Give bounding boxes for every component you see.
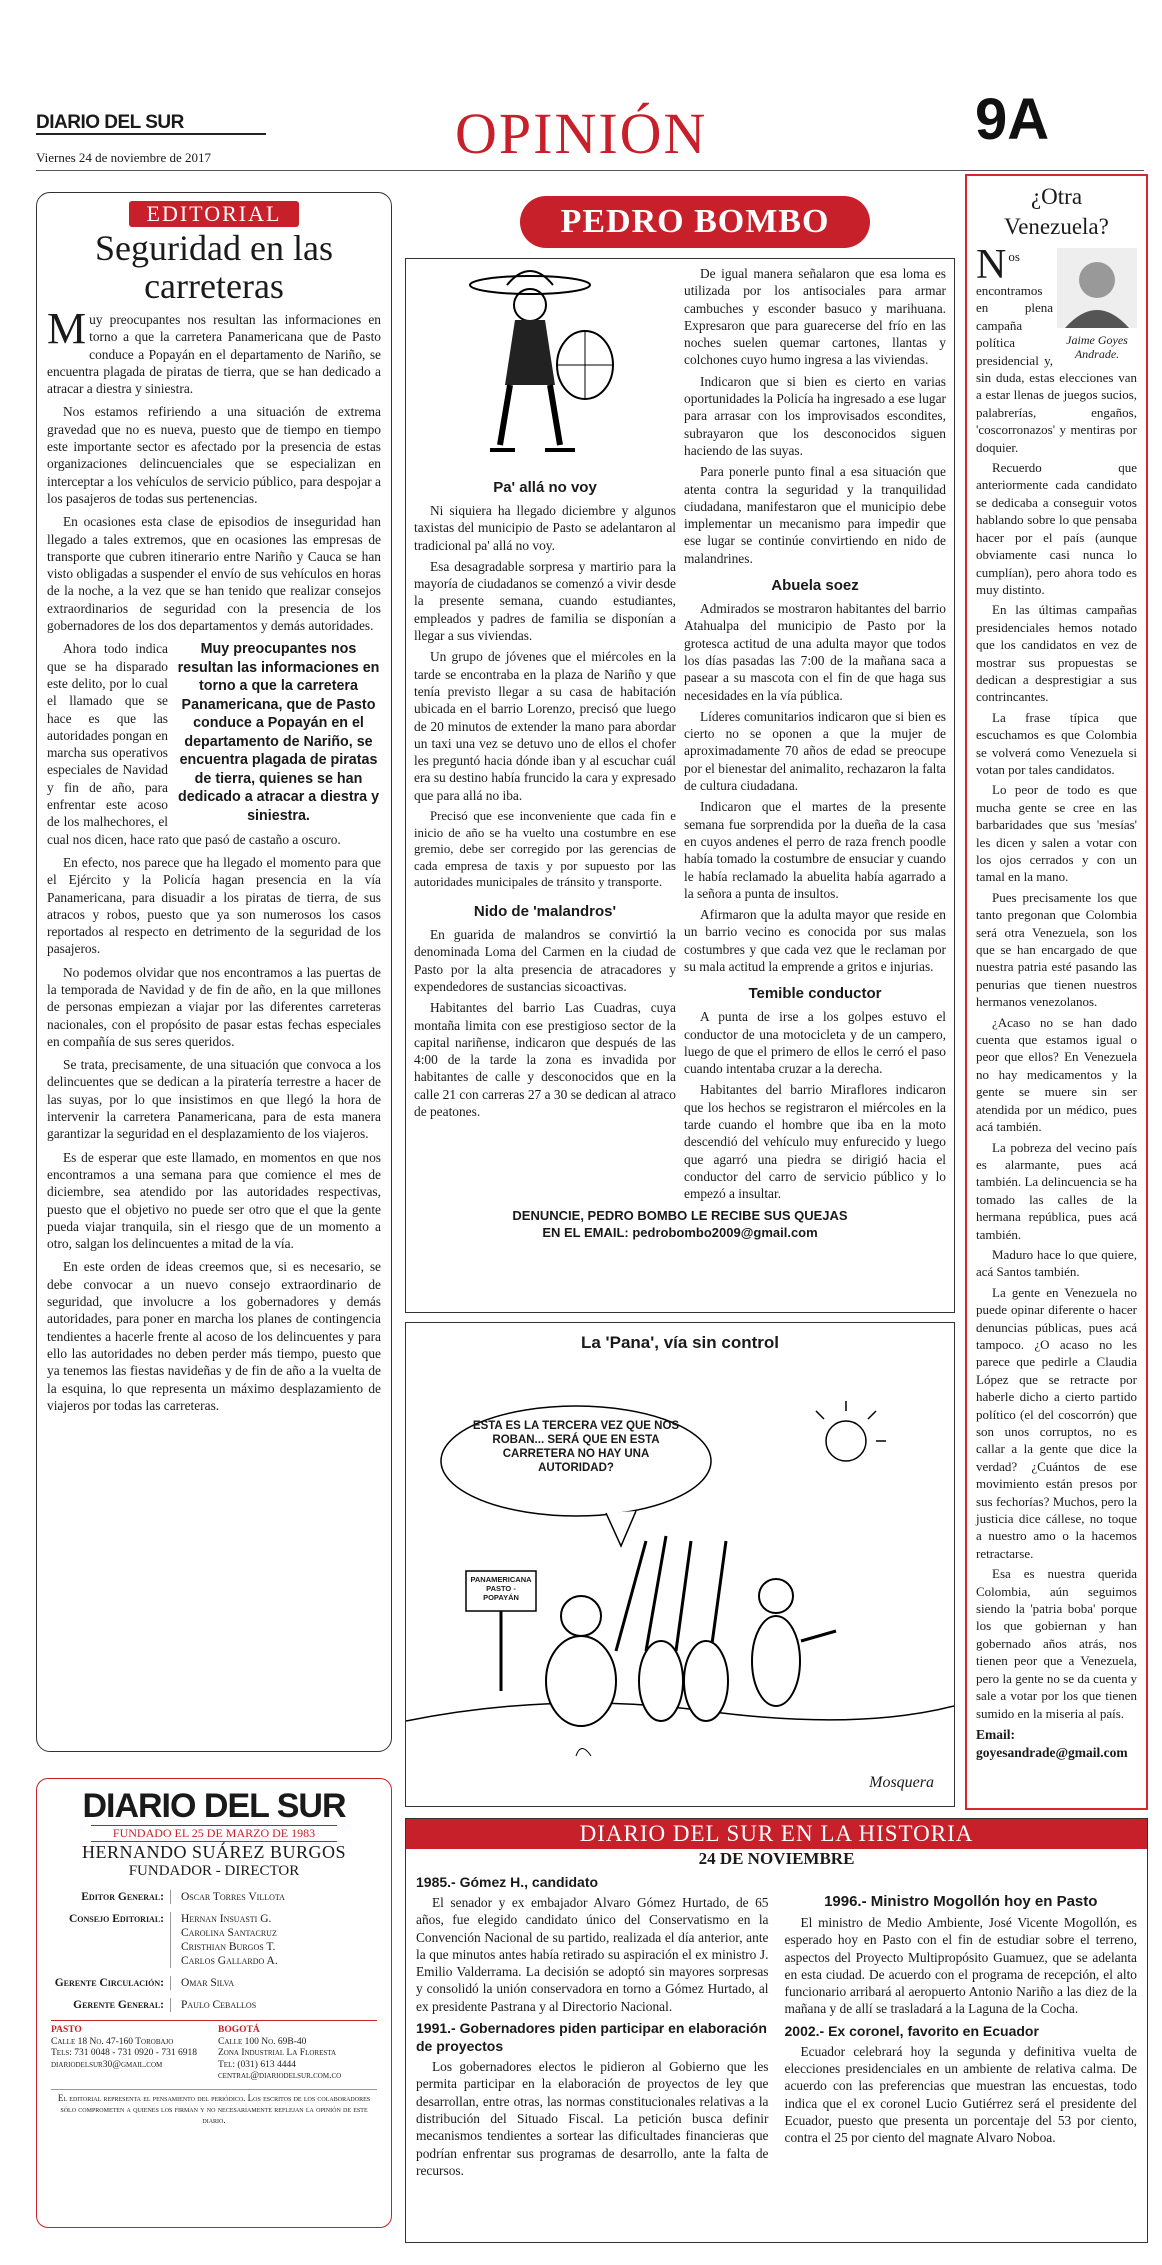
opinion-paragraph-4: La frase típica que escuchamos es que Colombia se volverá como Venezuela si votan por tales candidatos. <box>976 709 1137 777</box>
editorial-column <box>36 192 392 1752</box>
page-number: 9A <box>975 87 1050 152</box>
editorial-label: EDITORIAL <box>129 201 300 227</box>
bombo-article-4-p1: A punta de irse a los golpes estuvo el conductor de una motocicleta y de un campero, luego de que el primero de ellos le cerró el paso cuando intentaba cruzar a la derecha. <box>684 1009 946 1077</box>
editorial-paragraph-3: En ocasiones esta clase de episodios de inseguridad han llegado a tales extremos, que en ocasiones las empresas de transporte que cubren itinerario entre Nariño y Cauca se han visto obligadas a suspender el envío de sus vehículos en horas de la noche, a la vez que se han tenido que realizar consejos extraordinarios de seguridad con la presencia de los gobernadores de los dos departamentos y demás autoridades. <box>47 514 381 634</box>
history-box <box>405 1818 1148 2243</box>
history-entry-3-text: El ministro de Medio Ambiente, José Vicente Mogollón, es esperado hoy en Pasto con el fin de estudiar sobre el terreno, aspectos del Proyecto Multipropósito Guamuez, que se adelanta en esta ciudad. De acuerdo con el programa de recepción, el alto funcionario arribará al aeropuerto Antonio Nariño a las diez de la mañana y de allí se trasladará a la Laguna de la Cocha. <box>784 1915 1137 2017</box>
bombo-article-1-p2: Esa desagradable sorpresa y martirio para la mayoría de ciudadanos se comenzó a vivir desde la presente semana, cuando estudiantes, empleados y padres de familia se disponían a llegar a sus viviendas. <box>414 558 676 644</box>
author-name: Jaime Goyes Andrade. <box>1066 333 1128 361</box>
bombo-heading-4: Temible conductor <box>748 985 882 1003</box>
editorial-paragraph-6: No podemos olvidar que nos encontramos a las puertas de la temporada de Navidad y de fin de año, en la que millones de personas empiezan a viajar por las diferentes carreteras nacionales, con el propósito de pasar estas fechas especiales en compañía de sus seres queridos. <box>47 964 381 1049</box>
opinion-paragraph-7: ¿Acaso no se han dado cuenta que estamos igual o peor que ellos? En Venezuela no hay medicamentos y la gente se muere sin ser atendida por un médico, pues acá también. <box>976 1014 1137 1135</box>
drummer-illustration <box>445 265 645 475</box>
history-entry-4-text: Ecuador celebrará hoy la segunda y definitiva vuelta de elecciones presidenciales en un ambiente de relativa calma. De acuerdo con las preferencias que muestran las encuestas, todo indica que el ex coronel Lucio Gutiérrez será el presidente del Ecuador, puesto que presenta un porcentaje del 53 por ciento, contra el 25 por ciento del magnate Alvaro Noboa. <box>784 2043 1137 2146</box>
history-entry-4-heading: 2002.- Ex coronel, favorito en Ecuador <box>784 2022 1039 2039</box>
staff-role: Editor General: <box>51 1890 171 1904</box>
bombo-article-2-p2: Habitantes del barrio Las Cuadras, cuya montaña limita con ese prestigioso sector de la capital nariñense, indicaron que después de las 4:00 de la tarde la zona es invadida por habitantes de calle y desconocidos que en la calle 21 con carreras 27 a 30 se dedican al atraco de peatones. <box>414 1000 676 1119</box>
masthead-founded: FUNDADO EL 25 DE MARZO DE 1983 <box>91 1825 337 1842</box>
staff-name: Paulo Ceballos <box>181 1999 257 2011</box>
editorial-dropcap: M <box>47 304 87 353</box>
masthead-founder-role: FUNDADOR - DIRECTOR <box>128 1863 300 1879</box>
bogota-address: Calle 100 No. 69B-40 Zona Industrial La Floresta Tel: (031) 613 4444 central@diariodelsur.com.co <box>218 2036 342 2081</box>
bombo-article-2-p1: En guarida de malandros se convirtió la denominada Loma del Carmen en la ciudad de Pasto por la alta presencia de atracadores y expendedores de sustancias sicoactivas. <box>414 927 676 994</box>
bombo-article-4-p2: Habitantes del barrio Miraflores indicaron que los hechos se registraron el miércoles en la tarde cuando el hombre que iba en la moto descendió del vehículo muy enfurecido y luego que agarró una piedra se dirigió hacia el conductor del carro de servicio público y lo empezó a insultar. <box>684 1082 946 1202</box>
bogota-label: BOGOTÁ <box>218 2025 260 2035</box>
pasto-address: Calle 18 No. 47-160 Torobajo Tels: 731 0048 - 731 0920 - 731 6918 diariodelsur30@gmail.com <box>51 2036 197 2070</box>
opinion-paragraph-2: Recuerdo que anteriormente cada candidato se dedicaba a conseguir votos hablando sobre lo que pensaba hacer por el país (aunque obviamente casi nunca lo cumplían), pero ahora todo es muy distinto. <box>976 460 1137 597</box>
staff-role: Gerente General: <box>51 1998 171 2012</box>
editorial-paragraph-5: En efecto, nos parece que ha llegado el momento para que el Ejército y la Policía hagan presencia en la vía Panamericana, para disuadir a los piratas de tierra, de sus atracos y robos, puesto que ya son numerosos los casos reportados al respecto en detrimento de la seguridad de los pasajeros. <box>47 854 381 957</box>
masthead-staff-row <box>51 1998 377 2012</box>
history-date: 24 DE NOVIEMBRE <box>698 1849 855 1868</box>
opinion-paragraph-11: Esa es nuestra querida Colombia, aún seguimos siendo la 'patria boba' porque los que gobiernan y han gobernado años atrás, nos tienen peor que a Venezuela, pero la gente no se da cuenta y sale a votar por los que tienen sumido en la miseria al país. <box>976 1566 1137 1721</box>
editorial-paragraph-4: Ahora todo indica que se ha disparado este delito, por lo cual el llamado que se hace es que las autoridades pongan en marcha sus operativos especiales de Navidad y fin de año, para enfrentar este acoso de los malhechores, el cual nos dicen, hace rato que pasó de castaño a oscuro. <box>47 641 341 847</box>
cartoon-speech-bubble: ESTA ES LA TERCERA VEZ QUE NOS ROBAN... SERÁ QUE EN ESTA CARRETERA NO HAY UNA AUTORIDAD? <box>472 1420 680 1474</box>
editorial-title: Seguridad en las carreteras <box>95 228 333 306</box>
bombo-heading-3: Abuela soez <box>771 577 859 595</box>
history-entry-2-text: Los gobernadores electos le pidieron al Gobierno que les permita participar en la elaboración de proyectos de ley que desarrollan, entre otras, las normas constitucionales relativas a la distribución del Situado Fiscal. La petición busca definir mecanismos tendientes a sortear las dificultades financieras que podrían enfrentar sus programas de desarrollo, ante la falta de recursos. <box>416 2059 769 2178</box>
bogota-address-block <box>218 2025 377 2083</box>
opinion-paragraph-9: Maduro hace lo que quiere, acá Santos también. <box>976 1246 1137 1280</box>
bombo-article-3-p3: Indicaron que el martes de la presente semana fue sorprendida por la dueña de la casa en cuyos andenes el perro de raza french poodle había tomado la costumbre de ensuciar y cuando le había reclamado la abuelita había agarrado a la señora a punta de insultos. <box>684 799 946 901</box>
opinion-dropcap: N <box>976 242 1007 288</box>
masthead-staff-row <box>51 1976 377 1990</box>
editorial-paragraph-8: Es de esperar que este llamado, en momentos en que nos encontramos a una semana para que comience el mes de diciembre, sea atendido por las autoridades respectivas, puesto que el objetivo no puede ser otro que el que la gente pueda viajar tranquila, sin el riesgo que de un momento a otro, salgan los delincuentes a mitad de la vía. <box>47 1149 381 1252</box>
opinion-paragraph-3: En las últimas campañas presidenciales hemos notado que los candidatos en vez de mostrar sus propuestas se dedican a desprestigiar a sus contrincantes. <box>976 602 1137 705</box>
bombo-article-1-p1: Ni siquiera ha llegado diciembre y algunos taxistas del municipio de Pasto se adelantaron al tradicional pa' allá no voy. <box>414 503 676 553</box>
editorial-pullquote: Muy preocupantes nos resultan las informaciones en torno a que la carretera Panamericana, que de Pasto conduce a Popayán en el departamento de Nariño, se encuentra plagada de piratas de tierra, quienes se han dedicado a atracar a diestra y siniestra. <box>177 641 380 824</box>
editorial-paragraph-9: En este orden de ideas creemos que, si es necesario, se debe convocar a un nuevo consejo extraordinario de seguridad, que involucre a los gobernadores y demás autoridades, para poner en marcha los planes de contingencia tendientes a hacerle frente al acoso de los delincuentes y para ello las autoridades no deben perder más tiempo, puesto que ya tenemos las fiestas navideñas y de fin de año a la vuelta de la esquina, lo que representa un máximo desplazamiento de viajeros por todas las carreteras. <box>47 1259 381 1413</box>
masthead-staff-list <box>51 1890 377 2012</box>
bombo-article-3-p4: Afirmaron que la adulta mayor que reside en un barrio vecino es conocida por sus malas costumbres y que cada vez que le reclaman por su mala actitud la emprende a gritos e injurias. <box>684 907 946 974</box>
staff-role: Consejo Editorial: <box>51 1912 171 1968</box>
history-entry-1-text: El senador y ex embajador Alvaro Gómez Hurtado, de 65 años, fue elegido candidato único del Conservatismo en la Convención Nacional de su partido, realizada el día anterior, ante la que minutos antes había retirado su aspiración el ex ministro J. Emilio Valderrama. La decisión se adoptó sin mayores sorpresas y consolidó la unión conservadora en torno a Gómez Hurtado, al ex presidente Pastrana y al Directorio Nacional. <box>416 1895 769 2014</box>
cartoon-title: La 'Pana', vía sin control <box>581 1333 779 1352</box>
history-entry-1-heading: 1985.- Gómez H., candidato <box>416 1874 599 1890</box>
masthead-disclaimer: El editorial representa el pensamiento del periódico. Los escritos de los colaboradores sólo comprometen a quienes los firman y no necesariamente reflejan la opinión de este diario. <box>51 2089 377 2126</box>
cartoon-box <box>405 1322 955 1807</box>
pasto-label: PASTO <box>51 2025 82 2035</box>
bombo-heading-1: Pa' allá no voy <box>493 479 597 496</box>
bombo-footer-line-1: DENUNCIE, PEDRO BOMBO LE RECIBE SUS QUEJAS <box>512 1207 848 1223</box>
editorial-paragraph-1: uy preocupantes nos resultan las informaciones en torno a que la carretera Panamericana que de Pasto conduce a Popayán en el departamento de Nariño, se encuentra plagada de piratas de tierra, que se han dedicado a atracar a diestra y siniestra. <box>47 312 381 397</box>
opinion-email: Email: goyesandrade@gmail.com <box>976 1726 1128 1760</box>
opinion-title: ¿Otra Venezuela? <box>1004 184 1109 239</box>
cartoon-signature: Mosquera <box>869 1774 934 1791</box>
editorial-paragraph-2: Nos estamos refiriendo a una situación de extrema gravedad que no es nueva, puesto que de tiempo en tiempo este importante sector es afectado por la presencia de estas organizaciones delincuenciales que se especializan en interceptar a los vehículos de servicio público, para despojar a los pasajeros de todas sus pertenencias. <box>47 404 381 506</box>
bombo-footer-email: EN EL EMAIL: pedrobombo2009@gmail.com <box>542 1224 818 1240</box>
bombo-article-2-p3: De igual manera señalaron que esa loma es utilizada por los antisociales para armar cambuches y esconder basuco y marihuana. Expresaron que para guarecerse del frío en las noches suelen quemar cartones, llantas y colchones cuyo humo ingresa a las viviendas. <box>684 266 946 368</box>
bombo-article-2-p5: Para ponerle punto final a esa situación que atenta contra la seguridad y la tranquilidad ciudadana, manifestaron que el municipio debe implementar un mecanismo para impedir que ese lugar se continúe convirtiendo en nido de malandrines. <box>684 464 946 566</box>
history-entry-2-heading: 1991.- Gobernadores piden participar en elaboración de proyectos <box>416 2020 767 2055</box>
author-photo <box>1057 248 1137 361</box>
history-entry-3-heading: 1996.- Ministro Mogollón hoy en Pasto <box>824 1893 1098 1910</box>
bombo-article-1-p3: Un grupo de jóvenes que el miércoles en la tarde se encontraba en la plaza de Nariño y que tenía previsto llegar a su casa de habitación ubicada en el barrio Lorenzo, precisó que luego de 20 minutos de extender la mano para abordar un taxi una vez se detuvo uno de ellos el chofer les preguntó hacia dónde iban y al escuchar cuál era su destino había fruncido la cara y expresado que para allá no iba. <box>414 649 676 803</box>
opinion-paragraph-1: os encontramos en plena campaña política presidencial y, sin duda, estas elecciones van a estar llenas de juegos sucios, palabrerías, engaños, 'coscorronazos' y mentiras por doquier. <box>976 249 1137 455</box>
pedro-bombo-banner <box>520 196 870 248</box>
bombo-heading-2: Nido de 'malandros' <box>473 903 617 921</box>
staff-name: Hernan Insuasti G. Carolina Santacruz Cristhian Burgos T. Carlos Gallardo A. <box>181 1913 278 1967</box>
issue-date: Viernes 24 de noviembre de 2017 <box>36 150 212 165</box>
staff-role: Gerente Circulación: <box>51 1976 171 1990</box>
bombo-article-3-p1: Admirados se mostraron habitantes del barrio Atahualpa del municipio de Pasto por la grotesca actitud de una adulta mayor que todos los días pasadas las 7:00 de la mañana saca a pasear a su mascota con el fin de que haga sus necesidades en la vía pública. <box>684 601 946 703</box>
bombo-article-2-p4: Indicaron que si bien es cierto en varias oportunidades la Policía ha ingresado a ese lugar para arrasar con los improvisados escondites, subrayaron que los desconocidos siguen haciendo de las suyas. <box>684 373 946 458</box>
author-portrait-icon <box>1057 248 1137 328</box>
opinion-paragraph-10: La gente en Venezuela no puede opinar diferente o hacer denuncias públicas, pues acá tampoco. ¿O acaso no les parece que pedirle a Claudia López que se retracte por haberle dicho a cierto partido político (el del coscorrón) que son unos corruptos, no es callar a la gente que dice la verdad? ¿Cuántos de ese movimiento están presos por sus fechorías? Muchos, pero la justicia dice cállese, no toque a nuestro amo o la hacemos retractarse. <box>976 1284 1137 1561</box>
opinion-paragraph-6: Pues precisamente los que tanto pregonan que Colombia será otra Venezuela, son los que se han encargado de que nuestra patria esté pasando las penurias que tienen nuestros hermanos venezolanos. <box>976 889 1137 1010</box>
bombo-article-1-p4: Precisó que ese inconveniente que cada fin e inicio de año se ha vuelto una costumbre en ese gremio, debe ser corregido por las gerencias de cada empresa de taxis y por supuesto por las autoridades municipales de tránsito y transporte. <box>414 809 676 890</box>
cartoon-road-sign: PANAMERICANA PASTO - POPAYÁN <box>470 1575 532 1602</box>
masthead-brand: DIARIO DEL SUR <box>82 1787 346 1825</box>
staff-name: Oscar Torres Villota <box>181 1891 285 1903</box>
bombo-article-3-p2: Líderes comunitarios indicaron que si bien es cierto no se oponen a que la mujer de aproximadamente 70 años de edad se preocupe por el bienestar del animalito, rechazaron la falta de cultura ciudadana. <box>684 708 946 794</box>
masthead-logo: DIARIO DEL SUR <box>36 112 184 133</box>
masthead-staff-row <box>51 1912 377 1968</box>
opinion-paragraph-8: La pobreza del vecino país es alarmante, pues acá también. La delincuencia se ha tomado las calles de la hermana república, pues acá también. <box>976 1139 1137 1242</box>
pedro-bombo-box <box>405 258 955 1313</box>
masthead-founder: HERNANDO SUÁREZ BURGOS <box>81 1842 347 1862</box>
masthead-staff-row <box>51 1890 377 1904</box>
editorial-paragraph-7: Se trata, precisamente, de una situación que convoca a los delincuentes que se dedican a la piratería terrestre a hacer de las suyas, por lo que insistimos en que llegó la hora de intervenir la carretera Panamericana, para de esta manera garantizar la seguridad en el desplazamiento de los viajeros. <box>47 1057 381 1142</box>
pedro-bombo-title: PEDRO BOMBO <box>560 203 830 240</box>
section-title: OPINIÓN <box>455 101 708 166</box>
opinion-column <box>965 174 1148 1810</box>
pasto-address-block <box>51 2025 210 2083</box>
staff-name: Omar Silva <box>181 1977 235 1989</box>
masthead-box <box>36 1778 392 2228</box>
opinion-paragraph-5: Lo peor de todo es que mucha gente se cree en las barbaridades que sus 'mesías' les dicen y salen a votar con los ojos cerrados y con un tamal en la mano. <box>976 782 1137 885</box>
history-title: DIARIO DEL SUR EN LA HISTORIA <box>406 1819 1147 1849</box>
